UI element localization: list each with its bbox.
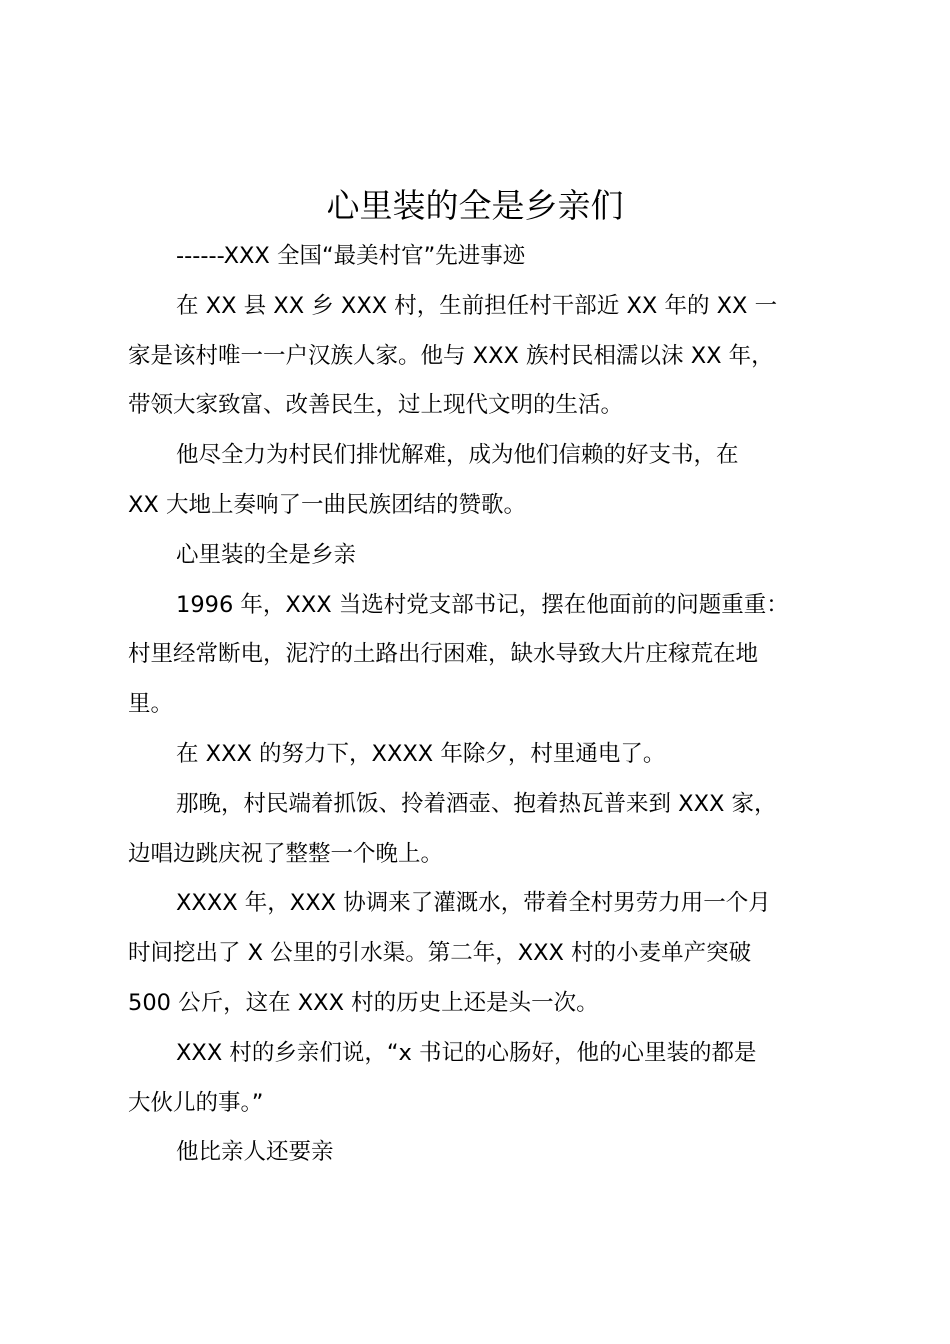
text-line: 带领大家致富、改善民生，过上现代文明的生活。 [128,392,624,419]
text-line: 那晚，村民端着抓饭、拎着酒壶、抱着热瓦普来到 XXX 家， [176,790,777,817]
section-heading [128,531,844,581]
body-paragraph [128,431,844,531]
text-line: XXXX 年，XXX 协调来了灌溉水，带着全村男劳力用一个月 [176,890,771,917]
text-line: 在 XX 县 XX 乡 XXX 村，生前担任村干部近 XX 年的 XX 一 [176,292,778,319]
text-line: 他比亲人还要亲 [176,1139,334,1166]
body-paragraph [128,581,844,730]
text-line: 村里经常断电，泥泞的土路出行困难，缺水导致大片庄稼荒在地 [128,641,759,668]
subtitle-paragraph [128,232,844,282]
body-paragraph [128,1029,844,1129]
text-line: 1996 年，XXX 当选村党支部书记，摆在他面前的问题重重： [176,591,789,618]
body-paragraph [128,780,844,880]
text-line: 时间挖出了 X 公里的引水渠。第二年，XXX 村的小麦单产突破 [128,940,752,967]
text-line: ------XXX 全国“最美村官”先进事迹 [176,243,526,269]
text-line: 500 公斤，这在 XXX 村的历史上还是头一次。 [128,989,599,1016]
text-line: XX 大地上奏响了一曲民族团结的赞歌。 [128,491,526,518]
body-paragraph [128,282,844,431]
body-paragraph [128,730,844,780]
text-line: 家是该村唯一一户汉族人家。他与 XXX 族村民相濡以沫 XX 年， [128,342,774,369]
text-line: XXX 村的乡亲们说，“x 书记的心肠好，他的心里装的都是 [176,1039,757,1066]
section-heading [128,1128,844,1178]
text-line: 里。 [128,691,174,718]
document-body [128,232,844,1178]
text-line: 在 XXX 的努力下，XXXX 年除夕，村里通电了。 [176,740,666,767]
text-line: 边唱边跳庆祝了整整一个晚上。 [128,840,444,867]
text-line: 他尽全力为村民们排忧解难，成为他们信赖的好支书，在 [176,442,739,469]
text-line: 大伙儿的事。” [128,1089,264,1116]
body-paragraph [128,879,844,1028]
text-line: 心里装的全是乡亲 [176,541,357,568]
document-title: 心里装的全是乡亲们 [326,186,624,225]
